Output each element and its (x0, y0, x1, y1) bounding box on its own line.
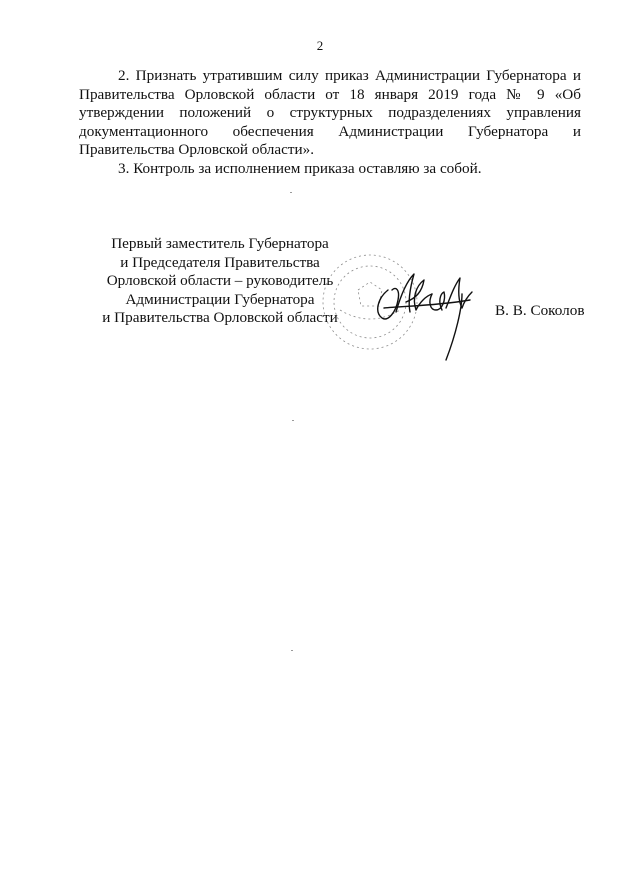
seal-and-signature (300, 250, 490, 370)
scan-speck (290, 192, 292, 193)
signatory-title-line: и Председателя Правительства (120, 253, 320, 271)
official-seal-stamp (323, 255, 417, 349)
paragraph-2: 2. Признать утратившим силу приказ Администрации Губернатора и Правительства Орловской области от 18 января 2019 года № 9 «Об утверждении положений о структурных подразделениях управления документационного обеспечения Администрации Губернатора и Правительства Орловской области». (79, 67, 581, 158)
scan-speck (292, 420, 294, 421)
scan-speck (291, 650, 293, 651)
handwritten-signature (378, 274, 472, 360)
signatory-title-line: и Правительства Орловской области (102, 309, 338, 326)
signatory-title-line: Первый заместитель Губернатора (111, 235, 329, 252)
signatory-title-line: Орловской области – руководитель (106, 272, 334, 289)
paragraph-3: 3. Контроль за исполнением приказа оставляю за собой. (118, 159, 482, 177)
signatory-title-line: Администрации Губернатора (125, 290, 315, 308)
document-body (79, 67, 581, 178)
signatory-name: В. В. Соколов (495, 302, 585, 319)
page-number: 2 (316, 38, 324, 53)
